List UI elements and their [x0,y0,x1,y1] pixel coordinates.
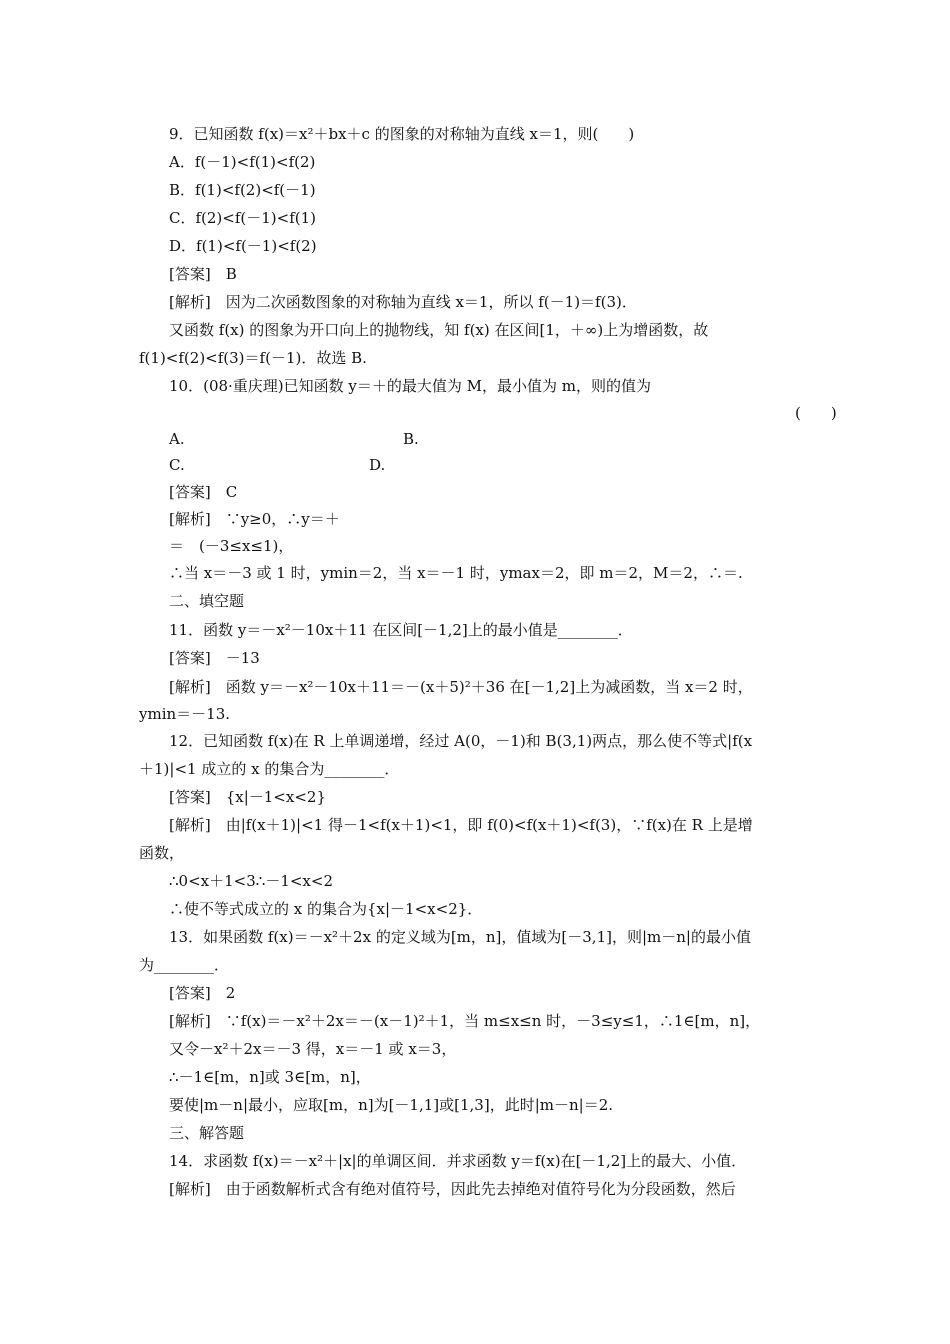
q9-answer: [答案] B [169,265,237,283]
q9-option-d: D．f(1)<f(－1)<f(2) [169,237,317,255]
section-heading: 三、解答题 [169,1124,245,1142]
q13-explanation: ∴－1∈[m，n]或 3∈[m，n]， [169,1068,371,1086]
q10-option-d: D. [369,456,386,474]
q9-option-a: A．f(－1)<f(1)<f(2) [169,153,316,171]
q10-option-c: C. [169,456,185,474]
q9-option-b: B．f(1)<f(2)<f(－1) [169,181,316,199]
question-11: 11．函数 y＝－x²－10x＋11 在区间[－1,2]上的最小值是________． [169,621,633,639]
q11-explanation: [解析] 函数 y＝－x²－10x＋11＝－(x＋5)²＋36 在[－1,2]上为减函数，当 x＝2 时， [169,678,753,696]
q11-answer: [答案] －13 [169,649,260,667]
section-heading: 二、填空题 [169,592,245,610]
q9-explanation: [解析] 因为二次函数图象的对称轴为直线 x＝1，所以 f(－1)＝f(3)． [169,293,637,311]
question-9: 9．已知函数 f(x)＝x²＋bx＋c 的图象的对称轴为直线 x＝1，则( ) [169,125,635,143]
q13-explanation: 又令－x²＋2x＝－3 得，x＝－1 或 x＝3， [169,1040,457,1058]
q12-answer: [答案] {x|－1<x<2} [169,788,326,806]
q10-option-b: B. [403,430,419,448]
question-12: 12．已知函数 f(x)在 R 上单调递增，经过 A(0，－1)和 B(3,1)两点，那么使不等式|f(x [169,732,753,750]
q13-explanation: 要使|m－n|最小，应取[m，n]为[－1,1]或[1,3]，此时|m－n|＝2. [169,1096,614,1114]
q10-explanation: ∴当 x＝－3 或 1 时，ymin＝2，当 x＝－1 时，ymax＝2，即 m＝2，M＝2，∴＝. [169,564,743,582]
q12-explanation: ∴使不等式成立的 x 的集合为{x|－1<x<2}． [169,900,483,918]
q9-explanation: f(1)<f(2)<f(3)＝f(－1)．故选 B. [139,349,367,367]
question-10: 10．(08·重庆理)已知函数 y＝＋的最大值为 M，最小值为 m，则的值为 [169,377,652,395]
q14-explanation: [解析] 由于函数解析式含有绝对值符号，因此先去掉绝对值符号化为分段函数，然后 [169,1180,736,1198]
q12-explanation: 函数， [139,844,185,862]
q9-explanation: 又函数 f(x) 的图象为开口向上的抛物线，知 f(x) 在区间[1，＋∞)上为增函数，故 [169,321,709,339]
q12-explanation: [解析] 由|f(x＋1)|<1 得－1<f(x＋1)<1，即 f(0)<f(x＋1)<f(3)，∵f(x)在 R 上是增 [169,816,753,834]
q9-option-c: C．f(2)<f(－1)<f(1) [169,209,317,227]
q10-explanation: ＝ (－3≤x≤1)， [169,537,294,555]
question-13: 为________． [139,956,230,974]
question-14: 14．求函数 f(x)＝－x²＋|x|的单调区间．并求函数 y＝f(x)在[－1,2]上的最大、小值． [169,1152,747,1170]
question-13: 13．如果函数 f(x)＝－x²＋2x 的定义域为[m，n]，值域为[－3,1]，则|m－n|的最小值 [169,928,751,946]
q10-answer: [答案] C [169,483,238,501]
q13-explanation: [解析] ∵f(x)＝－x²＋2x＝－(x－1)²＋1，当 m≤x≤n 时，－3≤y≤1，∴1∈[m，n]， [169,1012,761,1030]
q13-answer: [答案] 2 [169,984,236,1002]
q10-explanation: [解析] ∵y≥0，∴y＝＋ [169,510,340,528]
q11-explanation: ymin＝－13. [139,705,231,723]
q12-explanation: ∴0<x＋1<3∴－1<x<2 [169,872,333,890]
q10-option-a: A. [169,430,185,448]
q10-answer-blank: ( ) [795,404,837,422]
question-12: ＋1)|<1 成立的 x 的集合为________． [139,760,400,778]
